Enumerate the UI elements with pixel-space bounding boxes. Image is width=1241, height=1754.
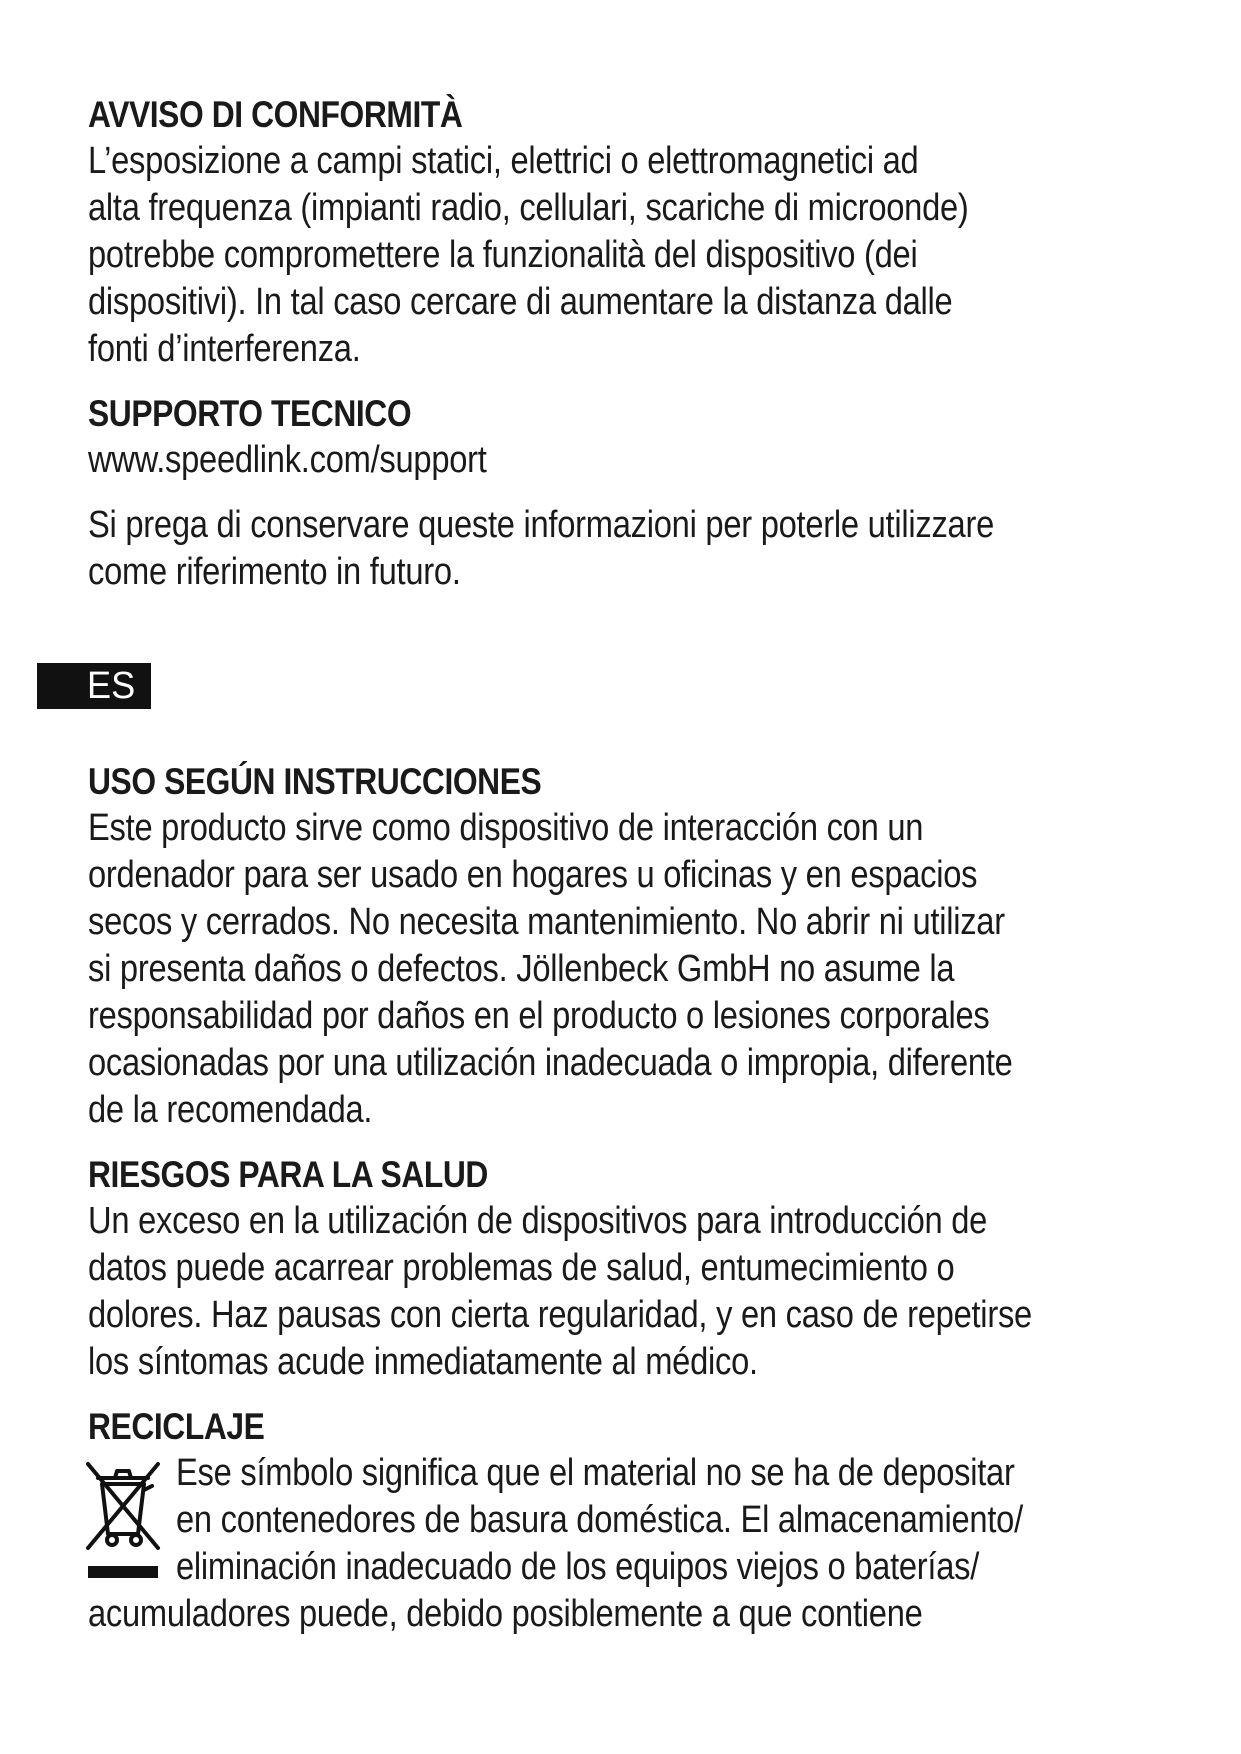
section-heading-intended-use: USO SEGÚN INSTRUCCIONES xyxy=(88,761,542,802)
intended-use-paragraph xyxy=(88,805,1168,1134)
paragraph-line: los síntomas acude inmediatamente al médico. xyxy=(88,1341,758,1383)
paragraph-line: datos puede acarrear problemas de salud, entumecimiento o xyxy=(88,1247,955,1289)
paragraph-line: responsabilidad por daños en el producto o lesiones corporales xyxy=(88,995,990,1037)
section-heading-support: SUPPORTO TECNICO xyxy=(88,393,412,434)
support-url: www.speedlink.com/support xyxy=(88,439,487,481)
paragraph-line: acumuladores puede, debido posiblemente a que contiene xyxy=(88,1593,923,1635)
crossed-out-wheelie-bin-icon xyxy=(82,1456,164,1586)
paragraph-line: en contenedores de basura doméstica. El almacenamiento/ xyxy=(176,1499,1023,1541)
paragraph-line: dolores. Haz pausas con cierta regularidad, y en caso de repetirse xyxy=(88,1294,1032,1336)
paragraph-line: fonti d’interferenza. xyxy=(88,328,361,370)
paragraph-line: Ese símbolo significa que el material no se ha de depositar xyxy=(176,1452,1015,1494)
paragraph-line: eliminación inadecuado de los equipos viejos o baterías/ xyxy=(176,1546,980,1588)
recycling-symbol-row xyxy=(88,1450,1168,1591)
paragraph-line: potrebbe compromettere la funzionalità del dispositivo (dei xyxy=(88,234,918,276)
language-tag-label: ES xyxy=(87,665,136,707)
closing-note xyxy=(88,502,1168,596)
paragraph-line: L’esposizione a campi statici, elettrici o elettromagnetici ad xyxy=(88,140,919,182)
section-heading-compliance: AVVISO DI CONFORMITÀ xyxy=(88,94,463,135)
language-tag-es xyxy=(37,663,151,709)
paragraph-line: dispositivi). In tal caso cercare di aumentare la distanza dalle xyxy=(88,281,953,323)
section-heading-recycling: RECICLAJE xyxy=(88,1406,265,1447)
paragraph-line: Este producto sirve como dispositivo de interacción con un xyxy=(88,807,924,849)
recycling-paragraph xyxy=(88,1591,1168,1638)
section-heading-health-risks: RIESGOS PARA LA SALUD xyxy=(88,1154,488,1195)
paragraph-line: de la recomendada. xyxy=(88,1089,373,1131)
paragraph-line: come riferimento in futuro. xyxy=(88,551,461,593)
health-risks-paragraph xyxy=(88,1198,1168,1386)
paragraph-line: Si prega di conservare queste informazioni per poterle utilizzare xyxy=(88,504,995,546)
paragraph-line: secos y cerrados. No necesita mantenimiento. No abrir ni utilizar xyxy=(88,901,1005,943)
recycling-symbol-text xyxy=(176,1450,1161,1591)
paragraph-line: Un exceso en la utilización de dispositivos para introducción de xyxy=(88,1200,988,1242)
paragraph-line: ocasionadas por una utilización inadecuada o impropia, diferente xyxy=(88,1042,1013,1084)
support-paragraph xyxy=(88,437,1168,484)
page-content xyxy=(88,92,1168,1638)
compliance-paragraph xyxy=(88,138,1168,373)
paragraph-line: alta frequenza (impianti radio, cellulari, scariche di microonde) xyxy=(88,187,969,229)
paragraph-line: ordenador para ser usado en hogares u oficinas y en espacios xyxy=(88,854,978,896)
paragraph-line: si presenta daños o defectos. Jöllenbeck GmbH no asume la xyxy=(88,948,955,990)
